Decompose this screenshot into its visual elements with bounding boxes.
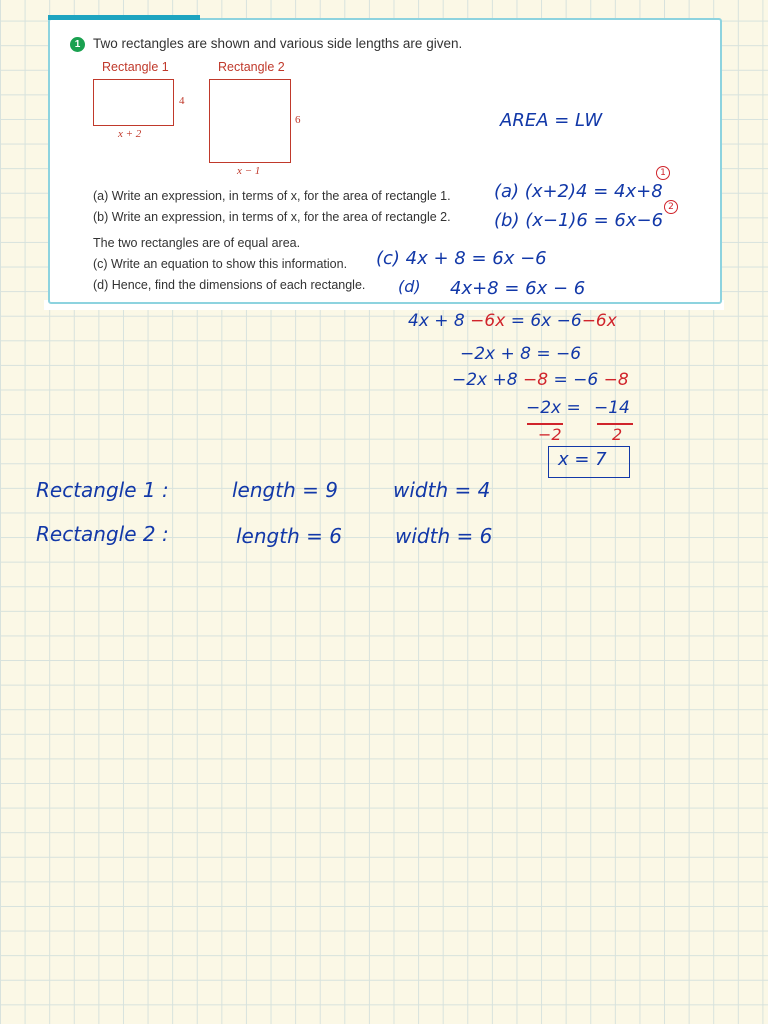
mark-2-circle: 2 [664,200,678,214]
area-formula: AREA = LW [500,110,603,131]
rectangle-2-bottom: x − 1 [237,165,261,177]
mark-1-circle: 1 [656,166,670,180]
rectangle-1-width: width = 4 [393,478,491,502]
solve-line-5-left: −2x = [526,398,581,418]
part-d-text: (d) Hence, find the dimensions of each rectangle. [93,278,366,292]
solve-line-4-left: −2x +8 [452,370,518,390]
rectangle-2-side: 6 [295,114,301,126]
rectangle-2-shape [209,79,291,163]
solve-line-2-left: 4x + 8 [408,311,465,331]
solve-line-1: 4x+8 = 6x − 6 [450,278,586,299]
rectangle-2-label: Rectangle 2 [218,60,285,74]
rectangle-1-name: Rectangle 1 : [36,478,169,502]
denominator-left: −2 [538,425,562,444]
solve-line-5-right: −14 [594,398,630,418]
rectangle-2-length: length = 6 [236,524,342,548]
solve-line-2-subtract-right: −6x [581,311,617,331]
rectangle-2-name: Rectangle 2 : [36,522,169,546]
rectangle-1-length: length = 9 [232,478,338,502]
part-b-text: (b) Write an expression, in terms of x, for the area of rectangle 2. [93,210,451,224]
answer-c: (c) 4x + 8 = 6x −6 [376,248,547,269]
rectangle-1-shape [93,79,174,126]
solve-line-4-subtract-right: −8 [603,370,629,390]
solve-line-2-right: = 6x −6 [510,311,582,331]
answer-a: (a) (x+2)4 = 4x+8 [494,181,663,202]
answer-d-label: (d) [398,277,421,296]
rectangle-1-label: Rectangle 1 [102,60,169,74]
equal-area-statement: The two rectangles are of equal area. [93,236,301,250]
answer-b: (b) (x−1)6 = 6x−6 [494,210,664,231]
part-c-text: (c) Write an equation to show this information. [93,257,348,271]
result-value: x = 7 [558,449,607,470]
solve-line-4-right: = −6 [553,370,599,390]
part-a-text: (a) Write an expression, in terms of x, for the area of rectangle 1. [93,189,451,203]
card-tab [48,15,200,20]
solve-line-2 [408,311,617,331]
solve-line-4-subtract-left: −8 [523,370,549,390]
rectangle-2-width: width = 6 [395,524,493,548]
solve-line-2-subtract-left: −6x [470,311,506,331]
solve-line-4 [452,370,629,390]
question-number-badge: 1 [70,37,85,52]
rectangle-1-side: 4 [179,95,185,107]
solve-line-3: −2x + 8 = −6 [460,344,582,364]
rectangle-1-bottom: x + 2 [118,128,142,140]
question-intro: Two rectangles are shown and various side lengths are given. [93,36,463,51]
denominator-right: 2 [612,425,623,444]
